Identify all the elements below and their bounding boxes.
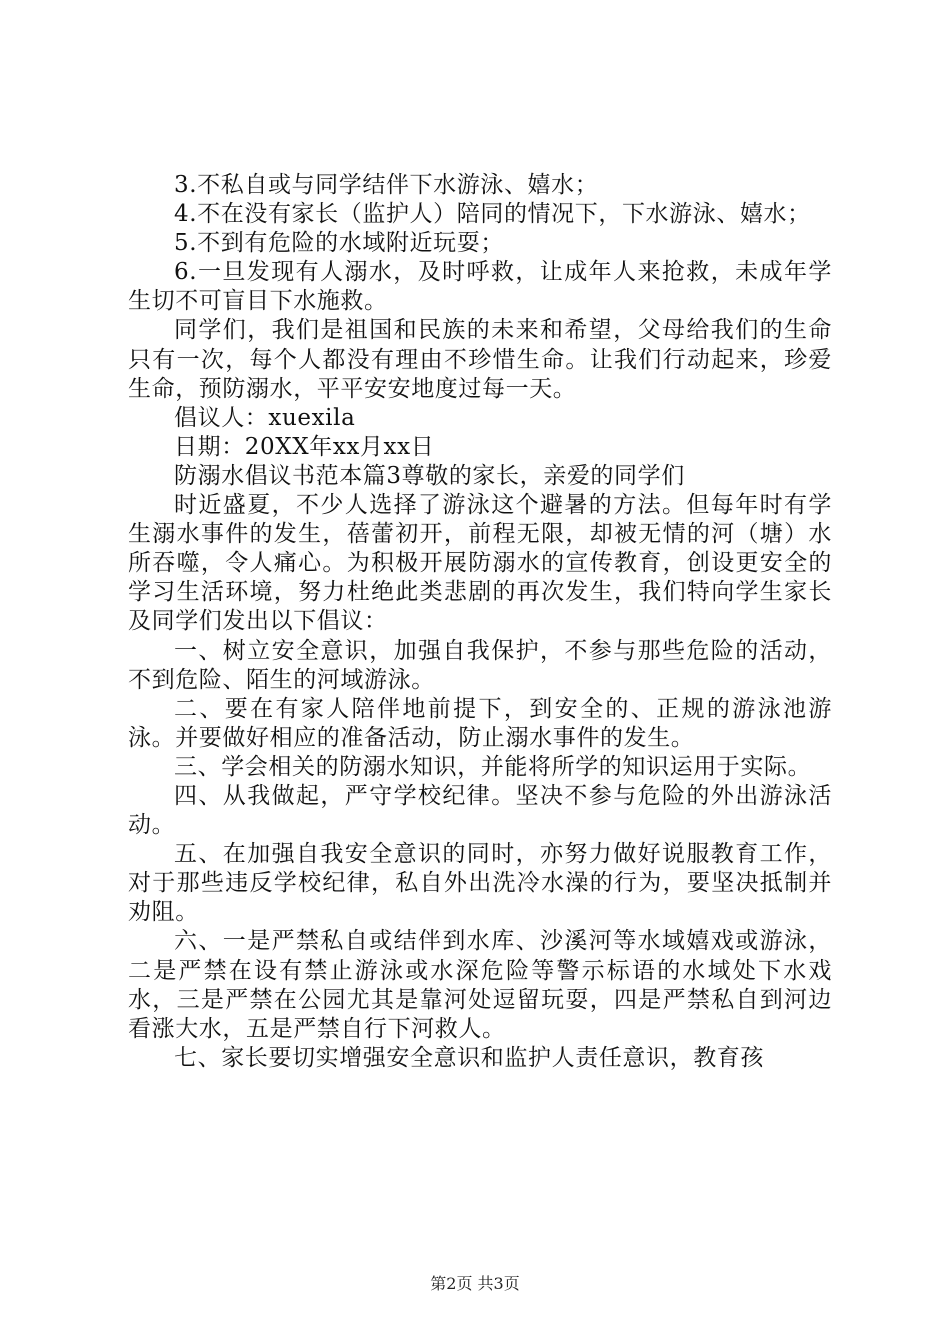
page-footer: 第2页 共3页 xyxy=(430,1274,520,1293)
body-paragraph: 3.不私自或与同学结伴下水游泳、嬉水； xyxy=(174,172,599,198)
body-paragraph: 倡议人：xuexila xyxy=(174,404,356,431)
body-paragraph: 七、家长要切实增强安全意识和监护人责任意识，教育孩 xyxy=(174,1044,764,1071)
body-paragraph: 三、学会相关的防溺水知识，并能将所学的知识运用于实际。 xyxy=(174,753,812,780)
body-paragraph: 二、要在有家人陪伴地前提下，到安全的、正规的游泳池游泳。并要做好相应的准备活动，防止溺水事件的发生。 xyxy=(128,695,832,751)
body-paragraph: 6.一旦发现有人溺水，及时呼救，让成年人来抢救，未成年学生切不可盲目下水施救。 xyxy=(128,259,832,315)
body-paragraph: 5.不到有危险的水域附近玩耍； xyxy=(174,230,504,257)
body-paragraph: 一、树立安全意识，加强自我保护，不参与那些危险的活动，不到危险、陌生的河域游泳。 xyxy=(128,637,832,693)
body-paragraph: 四、从我做起，严守学校纪律。坚决不参与危险的外出游泳活动。 xyxy=(128,782,832,839)
body-paragraph: 日期：20XX年xx月xx日 xyxy=(174,433,435,460)
body-paragraph: 六、一是严禁私自或结伴到水库、沙溪河等水域嬉戏或游泳，二是严禁在设有禁止游泳或水深危险等警示标语的水域处下水戏水，三是严禁在公园尤其是靠河处逗留玩耍，四是严禁私自到河边看涨大水，五是严禁自行下河救人。 xyxy=(128,928,832,1042)
body-paragraph: 防溺水倡议书范本篇3尊敬的家长，亲爱的同学们 xyxy=(174,462,685,489)
document-body xyxy=(128,171,832,1073)
body-paragraph: 同学们，我们是祖国和民族的未来和希望，父母给我们的生命只有一次，每个人都没有理由不珍惜生命。让我们行动起来，珍爱生命，预防溺水，平平安安地度过每一天。 xyxy=(128,317,832,402)
body-paragraph: 五、在加强自我安全意识的同时，亦努力做好说服教育工作，对于那些违反学校纪律，私自外出洗冷水澡的行为，要坚决抵制并劝阻。 xyxy=(128,841,832,926)
body-paragraph: 4.不在没有家长（监护人）陪同的情况下，下水游泳、嬉水； xyxy=(174,201,811,228)
body-paragraph: 时近盛夏，不少人选择了游泳这个避暑的方法。但每年时有学生溺水事件的发生，蓓蕾初开，前程无限，却被无情的河（塘）水所吞噬，令人痛心。为积极开展防溺水的宣传教育，创设更安全的学习生活环境，努力杜绝此类悲剧的再次发生，我们特向学生家长及同学们发出以下倡议： xyxy=(128,492,832,635)
